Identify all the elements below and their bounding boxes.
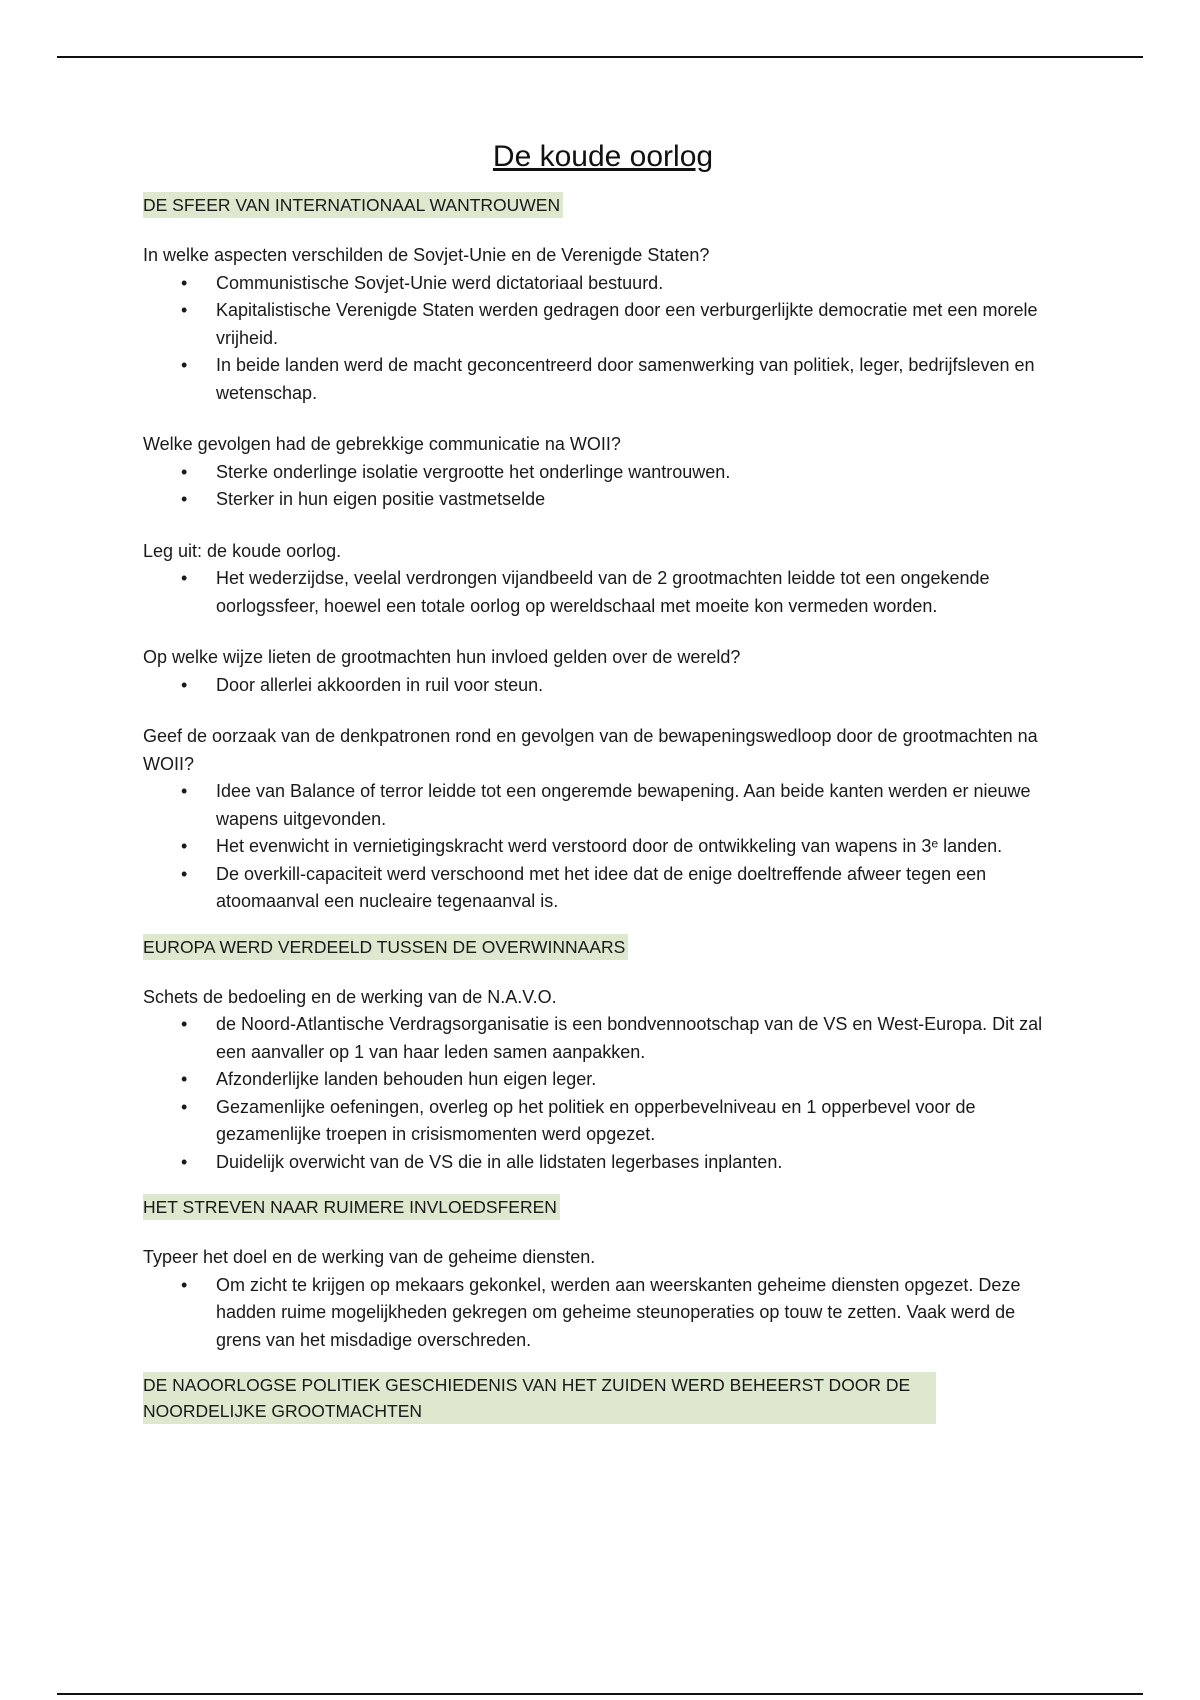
bullet-icon: • xyxy=(181,489,188,509)
bullet-icon: • xyxy=(181,1069,188,1089)
answer-list xyxy=(143,270,1063,408)
list-item xyxy=(143,297,1063,352)
question-text: Schets de bedoeling en de werking van de N.A.V.O. xyxy=(143,986,557,1007)
question-text: Welke gevolgen had de gebrekkige communicatie na WOII? xyxy=(143,434,621,454)
answer-text: De overkill-capaciteit werd verschoond met het idee dat de enige doeltreffende afweer tegen een atoomaanval een nucleaire tegenaanval is. xyxy=(216,863,987,911)
bullet-icon: • xyxy=(181,1274,188,1295)
bullet-icon: • xyxy=(181,272,188,293)
list-item xyxy=(143,833,1063,861)
bullet-icon: • xyxy=(181,461,188,482)
answer-text: Door allerlei akkoorden in ruil voor steun. xyxy=(216,674,544,695)
list-item xyxy=(143,1066,1063,1094)
document-title: De koude oorlog xyxy=(492,140,714,173)
list-item xyxy=(143,270,1063,298)
answer-list xyxy=(143,459,1063,514)
answer-text: Sterker in hun eigen positie vastmetselde xyxy=(216,489,546,509)
answer-text: Sterke onderlinge isolatie vergrootte het onderlinge wantrouwen. xyxy=(216,461,731,482)
answer-text: Kapitalistische Verenigde Staten werden gedragen door een verburgerlijkte democratie met een morele vrijheid. xyxy=(216,300,1038,348)
bullet-icon: • xyxy=(181,674,188,695)
answer-text: Afzonderlijke landen behouden hun eigen leger. xyxy=(216,1069,597,1089)
question-block xyxy=(143,984,1063,1177)
section xyxy=(143,934,1063,1177)
question-text: Geef de oorzaak van de denkpatronen rond en gevolgen van de bewapeningswedloop door de grootmachten na WOII? xyxy=(143,726,1038,774)
question-text: Leg uit: de koude oorlog. xyxy=(143,540,342,561)
section-heading: DE SFEER VAN INTERNATIONAAL WANTROUWEN xyxy=(143,192,563,218)
section-heading: EUROPA WERD VERDEELD TUSSEN DE OVERWINNAARS xyxy=(143,934,628,960)
list-item xyxy=(143,672,1063,700)
bottom-horizontal-rule xyxy=(57,1693,1143,1695)
document-body xyxy=(143,192,1063,1424)
answer-list xyxy=(143,565,1063,620)
bullet-icon: • xyxy=(181,781,188,801)
list-item xyxy=(143,861,1063,916)
answer-list xyxy=(143,778,1063,916)
list-item xyxy=(143,459,1063,487)
question-block xyxy=(143,242,1063,407)
answer-text: Idee van Balance of terror leidde tot een ongeremde bewapening. Aan beide kanten werden er nieuwe wapens uitgevonden. xyxy=(216,781,1031,829)
answer-text: Het evenwicht in vernietigingskracht werd verstoord door de ontwikkeling van wapens in 3ᵉ landen. xyxy=(216,836,1003,856)
bullet-icon: • xyxy=(181,1096,188,1117)
answer-list xyxy=(143,1011,1063,1176)
section-heading: HET STREVEN NAAR RUIMERE INVLOEDSFEREN xyxy=(143,1194,560,1220)
list-item xyxy=(143,486,1063,514)
question-text: Op welke wijze lieten de grootmachten hun invloed gelden over de wereld? xyxy=(143,647,741,667)
answer-list xyxy=(143,672,1063,700)
answer-text: Om zicht te krijgen op mekaars gekonkel, werden aan weerskanten geheime diensten opgezet. Deze hadden ruime mogelijkheden gekregen om geheime steunoperaties op touw te zetten. Vaak werd de grens van het misdadige overschreden. xyxy=(216,1274,1021,1350)
answer-text: Het wederzijdse, veelal verdrongen vijandbeeld van de 2 grootmachten leidde tot een ongekende oorlogssfeer, hoewel een totale oorlog op wereldschaal met moeite kon vermeden worden. xyxy=(216,568,990,616)
bullet-icon: • xyxy=(181,355,188,375)
list-item xyxy=(143,1272,1063,1355)
bullet-icon: • xyxy=(181,1014,188,1034)
question-text: In welke aspecten verschilden de Sovjet-Unie en de Verenigde Staten? xyxy=(143,245,710,265)
section xyxy=(143,1372,1063,1424)
list-item xyxy=(143,1011,1063,1066)
answer-text: Duidelijk overwicht van de VS die in alle lidstaten legerbases inplanten. xyxy=(216,1151,783,1172)
question-block xyxy=(143,431,1063,514)
list-item xyxy=(143,778,1063,833)
section xyxy=(143,1194,1063,1354)
question-block xyxy=(143,1244,1063,1354)
list-item xyxy=(143,1149,1063,1177)
bullet-icon: • xyxy=(181,863,188,884)
answer-text: de Noord-Atlantische Verdragsorganisatie is een bondvennootschap van de VS en West-Europa. Dit zal een aanvaller op 1 van haar leden samen aanpakken. xyxy=(216,1014,1043,1062)
answer-text: Communistische Sovjet-Unie werd dictatoriaal bestuurd. xyxy=(216,272,664,293)
bullet-icon: • xyxy=(181,836,188,856)
section xyxy=(143,192,1063,916)
bullet-icon: • xyxy=(181,300,188,320)
question-text: Typeer het doel en de werking van de geheime diensten. xyxy=(143,1247,596,1267)
question-block xyxy=(143,538,1063,621)
document-page xyxy=(143,140,1063,1442)
bullet-icon: • xyxy=(181,1151,188,1172)
answer-text: In beide landen werd de macht geconcentreerd door samenwerking van politiek, leger, bedrijfsleven en wetenschap. xyxy=(216,355,1035,403)
answer-text: Gezamenlijke oefeningen, overleg op het politiek en opperbevelniveau en 1 opperbevel voor de gezamenlijke troepen in crisismomenten werd opgezet. xyxy=(216,1096,976,1144)
question-block xyxy=(143,723,1063,916)
section-heading: DE NAOORLOGSE POLITIEK GESCHIEDENIS VAN HET ZUIDEN WERD BEHEERST DOOR DE NOORDELIJKE GROOTMACHTEN xyxy=(143,1372,936,1424)
list-item xyxy=(143,352,1063,407)
top-horizontal-rule xyxy=(57,56,1143,58)
list-item xyxy=(143,565,1063,620)
list-item xyxy=(143,1094,1063,1149)
question-block xyxy=(143,644,1063,699)
answer-list xyxy=(143,1272,1063,1355)
bullet-icon: • xyxy=(181,568,188,588)
